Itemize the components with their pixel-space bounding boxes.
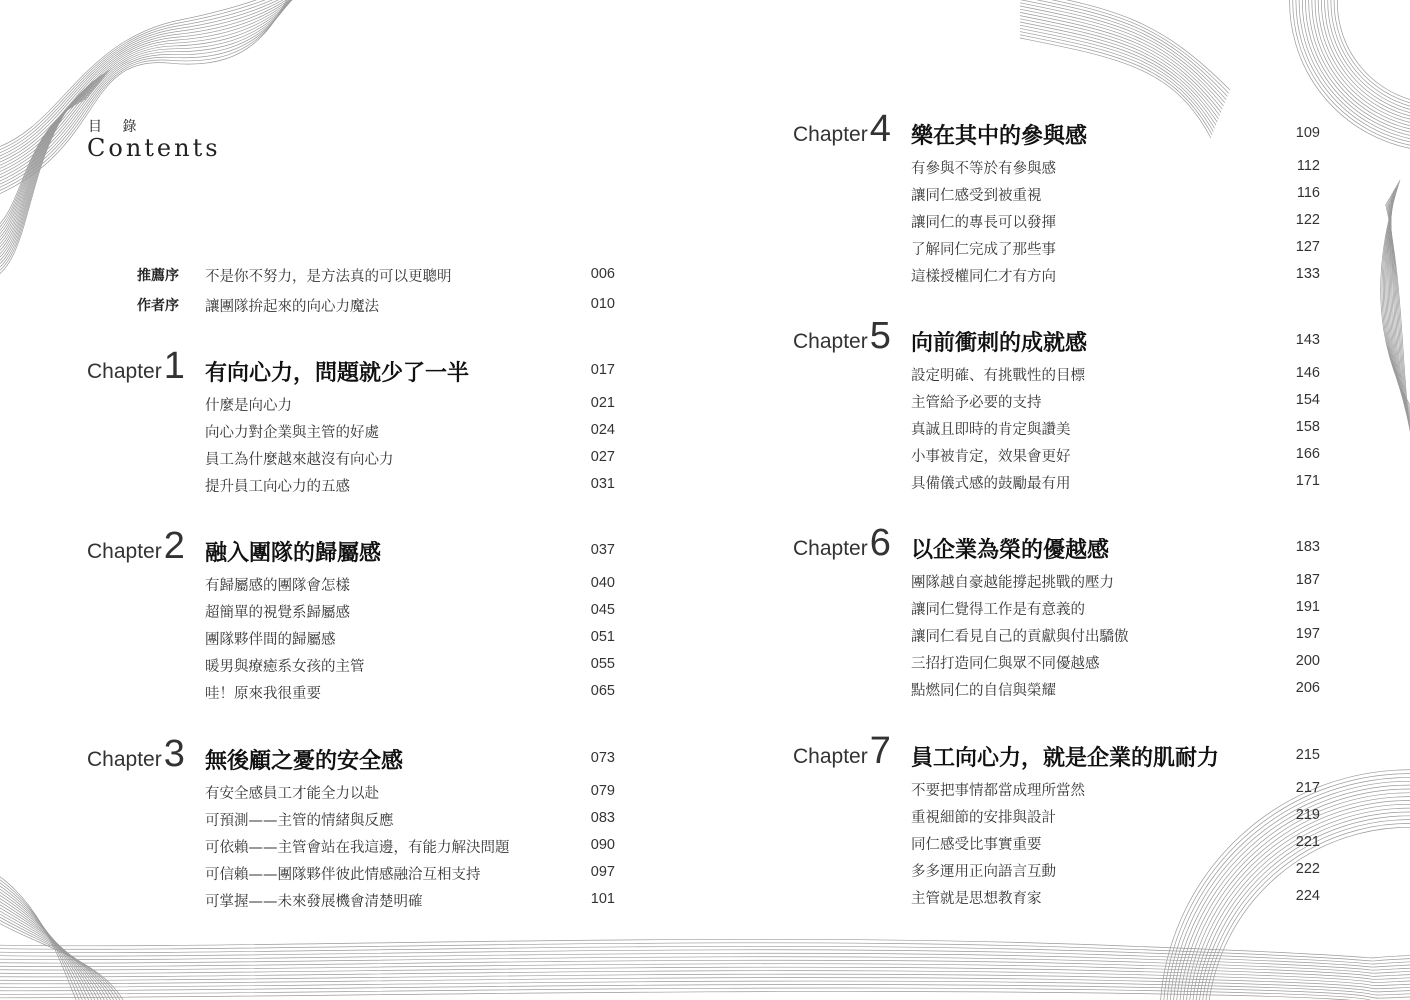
section-title: 可掌握——未來發展機會清楚明確: [205, 894, 423, 910]
chapter-word: Chapter: [793, 537, 868, 560]
section-title: 有安全感員工才能全力以赴: [205, 786, 379, 802]
preface-page-number: 006: [590, 266, 615, 282]
chapter-page-number: 073: [590, 750, 615, 766]
section-title: 暖男與療癒系女孩的主管: [205, 659, 365, 675]
section-page-number: 219: [1295, 807, 1320, 823]
section-page-number: 200: [1295, 653, 1320, 669]
section-title: 有歸屬感的團隊會怎樣: [205, 578, 350, 594]
chapter-label: [87, 345, 185, 388]
chapter-title[interactable]: 員工向心力，就是企業的肌耐力: [911, 745, 1220, 771]
preface-label: 作者序: [137, 298, 179, 314]
chapter-page-number: 109: [1295, 125, 1320, 141]
chapter-word: Chapter: [793, 330, 868, 353]
section-page-number: 040: [590, 575, 615, 591]
section-title: 可預測——主管的情緒與反應: [205, 813, 394, 829]
section-title: 團隊越自豪越能撐起挑戰的壓力: [911, 575, 1114, 591]
section-title: 重視細節的安排與設計: [911, 810, 1056, 826]
section-page-number: 222: [1295, 861, 1320, 877]
section-page-number: 055: [590, 656, 615, 672]
section-title: 多多運用正向語言互動: [911, 864, 1056, 880]
section-page-number: 158: [1295, 419, 1320, 435]
section-title: 讓同仁感受到被重視: [911, 188, 1042, 204]
section-title: 可信賴——團隊夥伴彼此情感融洽互相支持: [205, 867, 481, 883]
section-page-number: 112: [1296, 158, 1320, 174]
chapter-title[interactable]: 有向心力，問題就少了一半: [205, 360, 470, 386]
section-page-number: 206: [1295, 680, 1320, 696]
chapter-label: [793, 108, 891, 151]
chapter-label: [793, 522, 891, 565]
section-title: 同仁感受比事實重要: [911, 837, 1042, 853]
section-page-number: 097: [590, 864, 615, 880]
preface-page-number: 010: [590, 296, 615, 312]
section-title: 團隊夥伴間的歸屬感: [205, 632, 336, 648]
preface-label: 推薦序: [137, 268, 179, 284]
toc-heading-chinese: 目 錄: [88, 119, 145, 135]
section-page-number: 221: [1295, 834, 1320, 850]
section-page-number: 021: [590, 395, 615, 411]
chapter-label: [793, 730, 891, 773]
section-title: 員工為什麼越來越沒有向心力: [205, 452, 394, 468]
section-title: 設定明確、有挑戰性的目標: [911, 368, 1085, 384]
chapter-number: 5: [869, 315, 891, 357]
section-page-number: 116: [1296, 185, 1320, 201]
section-title: 讓同仁看見自己的貢獻與付出驕傲: [911, 629, 1129, 645]
section-page-number: 146: [1295, 365, 1320, 381]
section-page-number: 090: [590, 837, 615, 853]
section-page-number: 051: [590, 629, 615, 645]
section-title: 什麼是向心力: [205, 398, 292, 414]
section-title: 了解同仁完成了那些事: [911, 242, 1056, 258]
preface-title: 不是你不努力，是方法真的可以更聰明: [205, 269, 452, 285]
chapter-label: [793, 315, 891, 358]
chapter-number: 3: [163, 733, 185, 775]
chapter-title[interactable]: 無後顧之憂的安全感: [205, 748, 404, 774]
section-title: 具備儀式感的鼓勵最有用: [911, 476, 1071, 492]
toc-heading-english: Contents: [87, 134, 221, 162]
section-page-number: 031: [590, 476, 615, 492]
section-title: 小事被肯定，效果會更好: [911, 449, 1071, 465]
section-title: 可依賴——主管會站在我這邊，有能力解決問題: [205, 840, 510, 856]
section-page-number: 197: [1295, 626, 1320, 642]
chapter-label: [87, 733, 185, 776]
chapter-page-number: 183: [1295, 539, 1320, 555]
chapter-title[interactable]: 融入團隊的歸屬感: [205, 540, 382, 566]
section-title: 讓同仁的專長可以發揮: [911, 215, 1056, 231]
section-page-number: 187: [1295, 572, 1320, 588]
chapter-page-number: 143: [1295, 332, 1320, 348]
chapter-word: Chapter: [87, 360, 162, 383]
section-title: 向心力對企業與主管的好處: [205, 425, 379, 441]
chapter-word: Chapter: [87, 748, 162, 771]
section-title: 主管就是思想教育家: [911, 891, 1042, 907]
chapter-title[interactable]: 樂在其中的參與感: [911, 123, 1088, 149]
preface-title: 讓團隊拚起來的向心力魔法: [205, 299, 379, 315]
chapter-title[interactable]: 以企業為榮的優越感: [911, 537, 1110, 563]
chapter-label: [87, 525, 185, 568]
section-title: 這樣授權同仁才有方向: [911, 269, 1056, 285]
chapter-number: 1: [163, 345, 185, 387]
chapter-title[interactable]: 向前衝刺的成就感: [911, 330, 1088, 356]
chapter-number: 6: [869, 522, 891, 564]
section-title: 真誠且即時的肯定與讚美: [911, 422, 1071, 438]
section-page-number: 101: [590, 891, 615, 907]
chapter-page-number: 037: [590, 542, 615, 558]
section-page-number: 217: [1295, 780, 1320, 796]
section-title: 點燃同仁的自信與榮耀: [911, 683, 1056, 699]
chapter-number: 4: [869, 108, 891, 150]
chapter-word: Chapter: [793, 745, 868, 768]
section-title: 三招打造同仁與眾不同優越感: [911, 656, 1100, 672]
section-title: 超簡單的視覺系歸屬感: [205, 605, 350, 621]
section-title: 不要把事情都當成理所當然: [911, 783, 1085, 799]
section-page-number: 027: [590, 449, 615, 465]
section-title: 主管給予必要的支持: [911, 395, 1042, 411]
chapter-word: Chapter: [87, 540, 162, 563]
section-page-number: 171: [1295, 473, 1320, 489]
chapter-page-number: 017: [590, 362, 615, 378]
section-page-number: 133: [1295, 266, 1320, 282]
chapter-number: 2: [163, 525, 185, 567]
section-title: 提升員工向心力的五感: [205, 479, 350, 495]
section-title: 有參與不等於有參與感: [911, 161, 1056, 177]
section-page-number: 024: [590, 422, 615, 438]
section-title: 哇！原來我很重要: [205, 686, 321, 702]
section-page-number: 166: [1295, 446, 1320, 462]
chapter-page-number: 215: [1295, 747, 1320, 763]
chapter-word: Chapter: [793, 123, 868, 146]
section-page-number: 065: [590, 683, 615, 699]
section-title: 讓同仁覺得工作是有意義的: [911, 602, 1085, 618]
section-page-number: 154: [1295, 392, 1320, 408]
section-page-number: 224: [1295, 888, 1320, 904]
section-page-number: 191: [1295, 599, 1320, 615]
chapter-number: 7: [869, 730, 891, 772]
section-page-number: 127: [1295, 239, 1320, 255]
section-page-number: 079: [590, 783, 615, 799]
section-page-number: 122: [1295, 212, 1320, 228]
section-page-number: 045: [590, 602, 615, 618]
section-page-number: 083: [590, 810, 615, 826]
